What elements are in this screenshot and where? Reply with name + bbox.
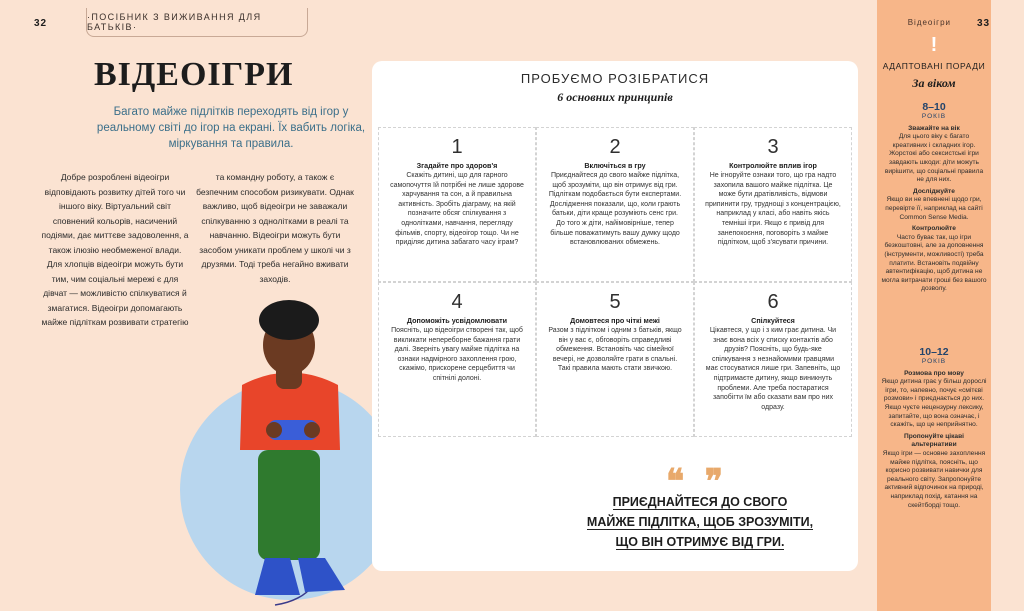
lead-paragraph: Багато майже підлітків переходять від ігор у реальному світі до ігор на екрані. Їх вабить логіка, міркування та правила. [96, 106, 366, 150]
running-header: ·ПОСІБНИК З ВИЖИВАННЯ ДЛЯ БАТЬКІВ· [86, 8, 308, 37]
tip-title: Досліджуйте [913, 187, 955, 195]
exclamation-icon: ! [930, 34, 938, 56]
body-column-1: Добре розроблені відеоігри відповідають розвитку дітей того чи іншого віку. Віртуальний світ сповнений кольорів, насичений подіями, дає миттєве задоволення, а також ілюзію необмеженої влади. Для хлопців відеоігри можуть бути тим, чим соціальні мережі є для дівчат — можливістю спілкуватися й змагатися. Відеоігри допомагають майже підліткам розвивати стратегію [41, 172, 189, 327]
principles-grid [372, 127, 858, 441]
right-hand [304, 422, 320, 438]
principle-title: Включіться в гру [584, 161, 646, 170]
running-header-right: Відеоігри [907, 18, 951, 27]
principle-text: Приєднайтеся до свого майже підлітка, щоб зрозуміти, що він отримує від гри. Підліткам подобається бути експертами. Дослідження показали, що, коли грають батьки, діти краще розуміють сенс гри. До того ж діти, найімовірніше, тепер більше поважатимуть вашу думку щодо встановлюваних обмежень. [548, 172, 682, 247]
left-hand [266, 422, 282, 438]
principle-text: Поясніть, що відеоігри створені так, щоб викликати непереборне бажання грати далі. Зверніть увагу майже підлітка на ознаки надмірного захоплення грою, скажімо, прискорене серцебиття чи спітнілі долоні. [391, 327, 523, 382]
tip-text: Якщо ігри — основне захоплення майже підлітка, поясніть, що корисно розвивати навички для реального світу. Запропонуйте активний відпочинок на природі, наприклад похід, катання на скейтборді тощо. [882, 449, 986, 509]
sidebar-subtitle: За віком [912, 76, 956, 90]
tip-title: Контролюйте [912, 225, 956, 233]
sidebar-title: АДАПТОВАНІ ПОРАДИ [882, 61, 986, 71]
principle-1 [378, 127, 536, 282]
principle-text: Скажіть дитині, що для гарного самопочуття їй потрібні не лише здорове харчування та сон, а й правильна активність. Зробіть діаграму, на якій позначите обсяг спілкування з однолітками, навчання, перегляду фільмів, спорту, відеоігор тощо. Чи не приділяє дитина забагато часу іграм? [390, 172, 524, 247]
tip-text: Часто буває так, що ігри безкоштовні, але за доповнення (інструменти, можливості) треба платити. Встановіть подвійну автентифікацію, щоб дитина не могла витрачати гроші без вашого дозволу. [881, 233, 987, 293]
principle-2 [536, 127, 694, 282]
quote-line: ЩО ВІН ОТРИМУЄ ВІД ГРИ. [615, 535, 785, 549]
tip-text: Якщо дитина грає у більш дорослі ігри, то, напевно, почує «смітєві розмови» і приєднається до них. Якщо чуєте нецензурну лексику, запитайте, що вона означає, і скажіть, що це неприйнятно. [881, 378, 987, 429]
principle-6 [694, 282, 852, 437]
principle-5 [536, 282, 694, 437]
principle-number: 5 [609, 291, 621, 313]
age-tips-sidebar [877, 0, 991, 611]
boy-hair [259, 300, 319, 340]
body-column-2: та командну роботу, а також є безпечним способом ризикувати. Однак важливо, щоб відеоігри не заважали спілкуванню з однолітками в реалі та навчанню. Відеоігри можуть бути засобом уникати проблем у школі чи з друзями. Тоді треба негайно вживати заходів. [196, 172, 354, 284]
tip-title: Зважайте на вік [908, 124, 960, 132]
pull-quote [582, 492, 818, 552]
margin-strip [991, 0, 1024, 611]
age-unit: РОКІВ [921, 358, 947, 365]
principle-text: Не ігноруйте ознаки того, що гра надто захопила вашого майже підлітка. Це може бути дратівливість, відмови припинити гру, труднощі з концентрацією, наприклад у класі, або навіть якісь темніші ігри. Якщо є привід для занепокоєння, поговоріть з майже підлітком, щоб з'ясувати причини. [705, 172, 841, 247]
page-title: ВІДЕОІГРИ [94, 56, 294, 93]
principle-3 [694, 127, 852, 282]
tip-title: Розмова про мову [904, 369, 964, 377]
principle-title: Контролюйте вплив ігор [729, 161, 817, 170]
age-group-1 [881, 101, 987, 294]
age-group-2 [881, 346, 987, 510]
quote-line: МАЙЖЕ ПІДЛІТКА, ЩОБ ЗРОЗУМІТИ, [586, 515, 814, 529]
principle-title: Згадайте про здоров'я [416, 161, 498, 170]
principle-number: 3 [767, 136, 779, 158]
principle-title: Домовтеся про чіткі межі [570, 316, 660, 325]
principle-title: Допоможіть усвідомлювати [406, 316, 508, 325]
page-number-right: 33 [977, 18, 991, 29]
tip-text: Для цього віку є багато креативних і складних ігор. Жорстокі або сексистські ігри завдають шкоди: діти можуть вирішити, що соціальні правила не для них. [884, 133, 984, 184]
principle-number: 4 [451, 291, 463, 313]
principle-title: Спілкуйтеся [751, 316, 795, 325]
principle-text: Разом з підлітком і одним з батьків, якщо він у вас є, обговоріть справедливі обмеження. Встановіть час сімейної вечері, не дозволяйте грати в спальні. Такі правила мають стати звичкою. [548, 327, 682, 373]
card-subtitle: 6 основних принципів [557, 90, 673, 104]
principle-number: 6 [767, 291, 779, 313]
tip-text: Якщо ви не впевнені щодо гри, перевірте її, наприклад на сайті Common Sense Media. [885, 196, 983, 221]
boy-gaming-illustration [180, 300, 400, 611]
quote-line: ПРИЄДНАЙТЕСЯ ДО СВОГО [612, 495, 788, 509]
principle-text: Цікавтеся, у що і з ким грає дитина. Чи знає вона всіх у списку контактів або друзів? Поясніть, що будь-яке спілкування з незнайомими гравцями має стосуватися лише гри. Запевніть, що підтримаєте дитину, якщо виникнуть проблеми. Але треба постаратися запобігти їм або сказати вам про них одразу. [705, 327, 841, 411]
tip-title: Пропонуйте цікаві альтернативи [904, 432, 964, 449]
page-number-left: 32 [34, 18, 48, 29]
age-range: 8–10 [922, 101, 946, 113]
principle-4 [378, 282, 536, 437]
boy-legs [258, 450, 320, 560]
card-title: ПРОБУЄМО РОЗІБРАТИСЯ [520, 71, 710, 86]
age-unit: РОКІВ [921, 113, 947, 120]
age-range: 10–12 [919, 346, 949, 358]
principle-number: 2 [609, 136, 621, 158]
quote-marks-icon: ❝ ❞ [666, 464, 730, 501]
principle-number: 1 [451, 136, 463, 158]
